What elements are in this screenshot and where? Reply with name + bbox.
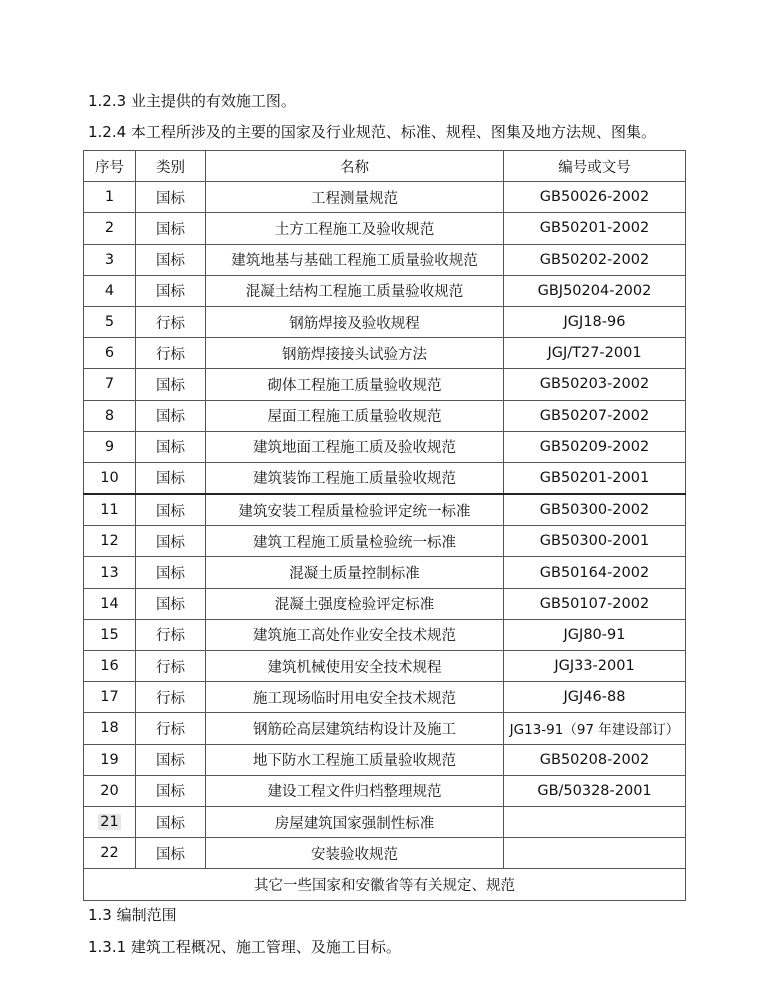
row-code: GBJ50204-2002: [504, 275, 686, 306]
table-row: [84, 775, 686, 806]
row-category: 国标: [136, 244, 206, 275]
row-no: 15: [84, 619, 136, 650]
row-name: 建筑装饰工程施工质量验收规范: [206, 462, 504, 494]
header-code: 编号或文号: [504, 151, 686, 182]
row-name: 钢筋焊接及验收规程: [206, 306, 504, 337]
table-footer-row: [84, 869, 686, 900]
row-name: 建筑地基与基础工程施工质量验收规范: [206, 244, 504, 275]
row-name: 钢筋焊接接头试验方法: [206, 338, 504, 369]
table-row: [84, 213, 686, 244]
row-code: GB50107-2002: [504, 588, 686, 619]
row-no: 22: [84, 838, 136, 869]
row-no: 14: [84, 588, 136, 619]
table-header-row: [84, 151, 686, 182]
row-name: 钢筋砼高层建筑结构设计及施工: [206, 713, 504, 744]
row-category: 国标: [136, 431, 206, 462]
row-name: 建筑机械使用安全技术规程: [206, 651, 504, 682]
table-footer-note: 其它一些国家和安徽省等有关规定、规范: [84, 869, 686, 900]
row-name: 土方工程施工及验收规范: [206, 213, 504, 244]
row-name: 建筑工程施工质量检验统一标准: [206, 526, 504, 557]
table-row: [84, 369, 686, 400]
row-category: 行标: [136, 306, 206, 337]
row-category: 国标: [136, 806, 206, 837]
row-code: GB50202-2002: [504, 244, 686, 275]
row-code: [504, 806, 686, 837]
table-row: [84, 400, 686, 431]
row-code: JGJ18-96: [504, 306, 686, 337]
row-no: 3: [84, 244, 136, 275]
row-name: 屋面工程施工质量验收规范: [206, 400, 504, 431]
row-code: GB50201-2001: [504, 462, 686, 494]
table-row: [84, 838, 686, 869]
row-no: 20: [84, 775, 136, 806]
row-no: 8: [84, 400, 136, 431]
table-row: [84, 682, 686, 713]
row-name: 工程测量规范: [206, 182, 504, 213]
section-1-3-1: 1.3.1 建筑工程概况、施工管理、及施工目标。: [88, 938, 401, 956]
row-no: 11: [84, 494, 136, 526]
row-code: GB50208-2002: [504, 744, 686, 775]
row-name: 砌体工程施工质量验收规范: [206, 369, 504, 400]
row-category: 国标: [136, 213, 206, 244]
row-name: 地下防水工程施工质量验收规范: [206, 744, 504, 775]
row-code: JGJ80-91: [504, 619, 686, 650]
table-row: [84, 275, 686, 306]
table-row: [84, 651, 686, 682]
row-category: 行标: [136, 682, 206, 713]
row-category: 国标: [136, 275, 206, 306]
header-name: 名称: [206, 151, 504, 182]
table-row: [84, 494, 686, 526]
row-code: GB50203-2002: [504, 369, 686, 400]
row-name: 房屋建筑国家强制性标准: [206, 806, 504, 837]
table-row: [84, 619, 686, 650]
row-category: 国标: [136, 744, 206, 775]
table-row: [84, 557, 686, 588]
row-category: 国标: [136, 838, 206, 869]
row-category: 国标: [136, 557, 206, 588]
row-category: 行标: [136, 338, 206, 369]
row-no: 4: [84, 275, 136, 306]
header-no: 序号: [84, 151, 136, 182]
table-row: [84, 182, 686, 213]
table-row: [84, 431, 686, 462]
row-name: 建设工程文件归档整理规范: [206, 775, 504, 806]
row-code: GB50207-2002: [504, 400, 686, 431]
row-no: 12: [84, 526, 136, 557]
table-row: [84, 713, 686, 744]
row-no: [84, 806, 136, 837]
row-category: 国标: [136, 494, 206, 526]
row-name: 建筑地面工程施工质及验收规范: [206, 431, 504, 462]
row-no: 7: [84, 369, 136, 400]
section-1-2-4: 1.2.4 本工程所涉及的主要的国家及行业规范、标准、规程、图集及地方法规、图集。: [88, 123, 656, 141]
row-code: JGJ46-88: [504, 682, 686, 713]
row-name: 施工现场临时用电安全技术规范: [206, 682, 504, 713]
row-code: JGJ/T27-2001: [504, 338, 686, 369]
row-no: 17: [84, 682, 136, 713]
row-code: GB50209-2002: [504, 431, 686, 462]
row-no: 5: [84, 306, 136, 337]
row-no: 13: [84, 557, 136, 588]
row-code: GB50164-2002: [504, 557, 686, 588]
row-category: 国标: [136, 182, 206, 213]
row-no: 16: [84, 651, 136, 682]
table-row: [84, 806, 686, 837]
row-name: 建筑施工高处作业安全技术规范: [206, 619, 504, 650]
row-category: 国标: [136, 462, 206, 494]
row-name: 安装验收规范: [206, 838, 504, 869]
row-no: 19: [84, 744, 136, 775]
row-category: 行标: [136, 619, 206, 650]
row-no: 2: [84, 213, 136, 244]
table-row: [84, 244, 686, 275]
table-row: [84, 306, 686, 337]
row-name: 混凝土强度检验评定标准: [206, 588, 504, 619]
row-code: GB50201-2002: [504, 213, 686, 244]
row-category: 国标: [136, 526, 206, 557]
table-row: [84, 526, 686, 557]
row-code: JGJ33-2001: [504, 651, 686, 682]
row-category: 行标: [136, 713, 206, 744]
row-no: 18: [84, 713, 136, 744]
row-name: 混凝土结构工程施工质量验收规范: [206, 275, 504, 306]
row-category: 国标: [136, 400, 206, 431]
section-1-3: 1.3 编制范围: [88, 906, 177, 924]
section-1-2-3: 1.2.3 业主提供的有效施工图。: [88, 92, 296, 110]
row-name: 混凝土质量控制标准: [206, 557, 504, 588]
table-row: [84, 588, 686, 619]
row-code: GB/50328-2001: [504, 775, 686, 806]
row-category: 国标: [136, 775, 206, 806]
table-row: [84, 744, 686, 775]
row-code: JG13-91（97 年建设部订）: [504, 713, 686, 744]
row-category: 国标: [136, 588, 206, 619]
row-no-highlight: 21: [100, 814, 119, 831]
table-row: [84, 462, 686, 494]
standards-table: [83, 150, 686, 901]
table-row: [84, 338, 686, 369]
row-category: 国标: [136, 369, 206, 400]
row-no: 1: [84, 182, 136, 213]
row-no: 10: [84, 462, 136, 494]
header-category: 类别: [136, 151, 206, 182]
row-code: GB50300-2002: [504, 494, 686, 526]
row-code: GB50300-2001: [504, 526, 686, 557]
row-category: 行标: [136, 651, 206, 682]
row-no: 6: [84, 338, 136, 369]
row-code: [504, 838, 686, 869]
row-code: GB50026-2002: [504, 182, 686, 213]
row-name: 建筑安装工程质量检验评定统一标准: [206, 494, 504, 526]
row-no: 9: [84, 431, 136, 462]
